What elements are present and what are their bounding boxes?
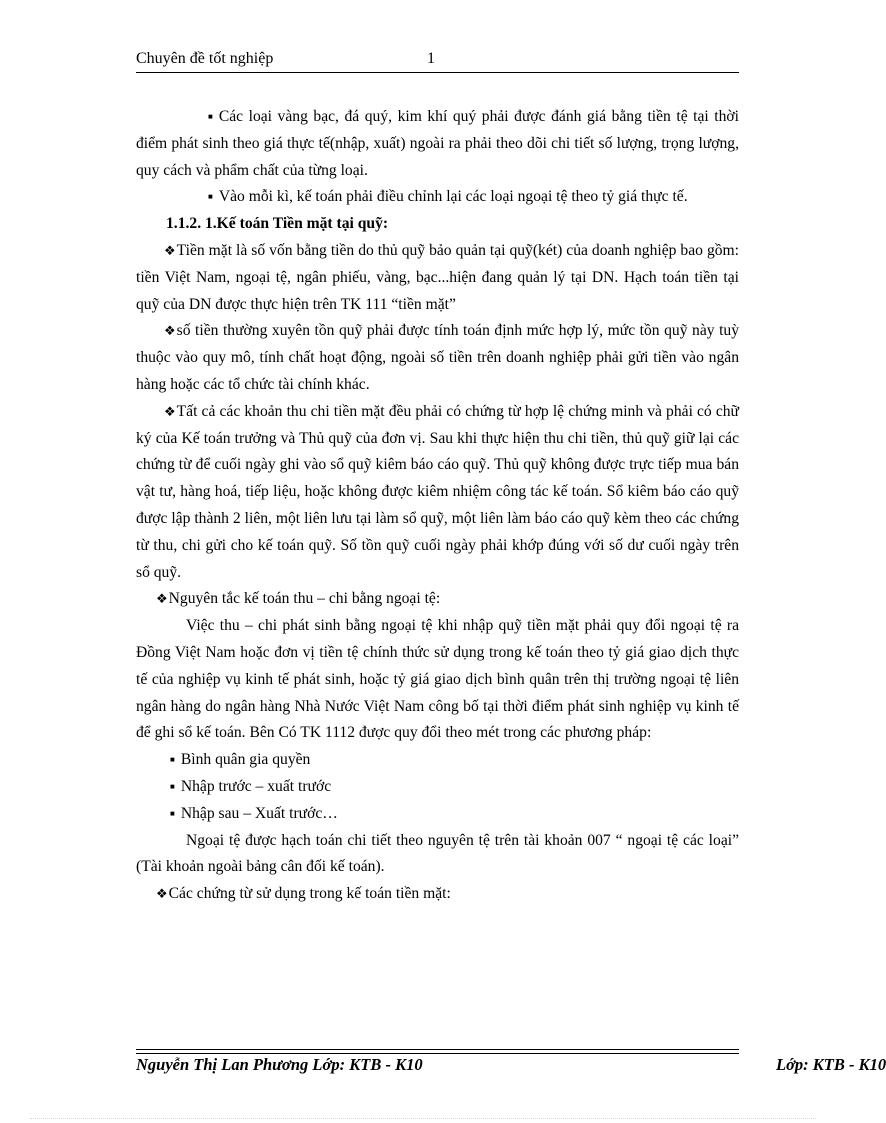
paragraph-account-007: Ngoại tệ được hạch toán chi tiết theo nguyên tệ trên tài khoản 007 “ ngoại tệ các loại” (Tài khoản ngoài bảng cân đối kế toán). [136,831,739,876]
square-bullet-icon: ■ [208,112,213,121]
paragraph-foreign-currency-principle: ❖Nguyên tắc kế toán thu – chi bằng ngoại tệ: [136,586,739,613]
diamond-bullet-icon: ❖ [156,886,168,902]
page-header [136,50,739,73]
square-bullet-icon: ■ [170,781,175,791]
paragraph-precious-metals: ■ Các loại vàng bạc, đá quý, kim khí quý phải được đánh giá bằng tiền tệ tại thời điểm phát sinh theo giá thực tế(nhập, xuất) ngoài ra phải theo dõi chi tiết số lượng, trọng lượng, quy cách và phẩm chất của từng loại. [136,104,739,184]
paragraph-cash-balance: ❖số tiền thường xuyên tồn quỹ phải được tính toán định mức hợp lý, mức tồn quỹ này tuỳ thuộc vào quy mô, tính chất hoạt động, ngoài số tiền trên doanh nghiệp phải gửi tiền vào ngân hàng hoặc các tổ chức tài chính khác. [136,318,739,398]
list-item: ■ Nhập trước – xuất trước [136,774,739,801]
diamond-bullet-icon: ❖ [156,591,168,607]
square-bullet-icon: ■ [170,755,175,765]
paragraph-documents-used: ❖Các chứng từ sử dụng trong kế toán tiền mặt: [136,881,739,908]
page-edge-divider [30,1118,816,1119]
diamond-bullet-icon: ❖ [164,242,176,258]
header-title: Chuyên đề tốt nghiệp [136,50,274,67]
page-number: 1 [427,50,435,67]
diamond-bullet-icon: ❖ [164,323,176,339]
list-item: ■ Nhập sau – Xuất trước… [136,801,739,828]
square-bullet-icon: ■ [208,192,213,202]
footer-double-rule [136,1049,739,1054]
paragraph-foreign-currency-conversion: Việc thu – chi phát sinh bằng ngoại tệ khi nhập quỹ tiền mặt phải quy đổi ngoại tệ ra Đồng Việt Nam hoặc đơn vị tiền tệ chính thức sử dụng trong kế toán theo tỷ giá giao dịch thực tế của nghiệp vụ kinh tế phát sinh, hoặc tỷ giá giao dịch bình quân trên thị trường ngoại tệ liên ngân hàng do ngân hàng Nhà Nước Việt Nam công bố tại thời điểm phát sinh nghiệp vụ kinh tế để ghi sổ kế toán. Bên Có TK 1112 được quy đổi theo mét trong các phương pháp: [136,617,739,742]
paragraph-cash-definition: ❖Tiền mặt là số vốn bằng tiền do thủ quỹ bảo quản tại quỹ(két) của doanh nghiệp bao gồm: tiền Việt Nam, ngoại tệ, ngân phiếu, vàng, bạc...hiện đang quản lý tại DN. Hạch toán tiền tại quỹ của DN được thực hiện trên TK 111 “tiền mặt” [136,238,739,318]
paragraph-cash-documents: ❖Tất cả các khoản thu chi tiền mặt đều phải có chứng từ hợp lệ chứng minh và phải có chữ ký của Kế toán trưởng và Thủ quỹ của đơn vị. Sau khi thực hiện thu chi tiền, thủ quỹ giữ lại các chứng từ để cuối ngày ghi vào sổ quỹ kiêm báo cáo quỹ. Thủ quỹ không được trực tiếp mua bán vật tư, hàng hoá, tiếp liệu, hoặc không được kiêm nhiệm công tác kế toán. Sổ kiêm báo cáo quỹ được lập thành 2 liên, một liên lưu tại làm sổ quỹ, một liên làm báo cáo quỹ kèm theo các chứng từ thu, chi gửi cho kế toán quỹ. Số tồn quỹ cuối ngày phải khớp đúng với số dư cuối ngày trên sổ quỹ. [136,399,739,587]
document-body [136,104,739,908]
square-bullet-icon: ■ [170,808,175,818]
diamond-bullet-icon: ❖ [164,403,176,419]
footer-class-label: Lớp: KTB - K10 [776,1055,886,1074]
footer-author: Nguyễn Thị Lan Phương Lớp: KTB - K10 [136,1055,423,1074]
section-heading: 1.1.2. 1.Kế toán Tiền mặt tại quỹ: [166,215,389,233]
paragraph-exchange-adjustment: ■ Vào mỗi kì, kế toán phải điều chỉnh lại các loại ngoại tệ theo tỷ giá thực tế. [136,184,739,211]
list-item: ■ Bình quân gia quyền [136,747,739,774]
